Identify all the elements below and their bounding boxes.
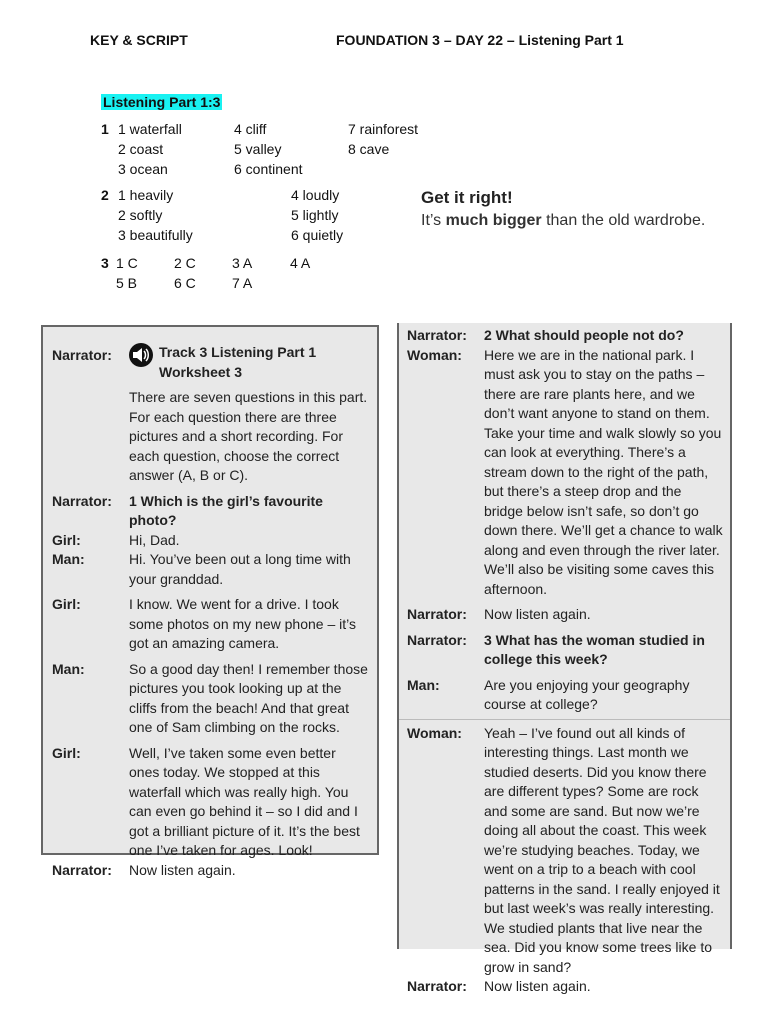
speaker-label: Woman: — [407, 724, 462, 741]
question-heading: 2 What should people not do? — [484, 327, 684, 343]
answer-item: 2 softly — [118, 207, 163, 223]
ex3-number: 3 — [101, 255, 109, 271]
answer-item: 1 C — [116, 255, 138, 271]
script-panel-right — [397, 323, 732, 994]
track-title: Track 3 Listening Part 1 — [159, 344, 317, 360]
track-subtitle: Worksheet 3 — [159, 363, 242, 380]
answer-item: 5 lightly — [291, 207, 339, 223]
answer-item: 3 ocean — [118, 161, 168, 177]
script-line — [52, 550, 369, 589]
script-line — [407, 631, 724, 670]
question-heading: 3 What has the woman studied in college this week? — [484, 631, 705, 667]
speaker-audio-icon — [129, 343, 153, 367]
header-right: FOUNDATION 3 – DAY 22 – Listening Part 1 — [336, 32, 624, 48]
dialogue-text: Here we are in the national park. I must ask you to stay on the paths – there are rare plants here, and we don’t want anyone to stand on them. Take your time and walk slowly so you can look at everything. There’s a stream down to the right of the path, but there’s a steep drop and the bridge below isn’t safe, so don’t go down there. We’ll get a chance to walk along and even through the river later. We’ll also be visiting some caves this afternoon. — [484, 346, 723, 597]
speaker-label: Girl: — [52, 531, 81, 548]
dialogue-text: Now listen again. — [129, 861, 236, 878]
script-panel-left — [41, 325, 379, 878]
speaker-label: Narrator: — [52, 861, 112, 878]
speaker-label: Man: — [52, 660, 85, 677]
answer-item: 7 rainforest — [348, 121, 419, 137]
answer-item: 1 heavily — [118, 187, 174, 203]
dialogue-text: Yeah – I’ve found out all kinds of interesting things. Last month we studied deserts. Did you know there are different types? Some are rock and some are sand. But now we’re doing all about the coast. This week we’re studying beaches. Today, we went on a trip to a beach with cool patterns in the sand. I really enjoyed it but last week’s was really interesting. We studied plants that live near the sea. Did you know some trees like to grow in sand? — [484, 724, 720, 975]
tip-title: Get it right! — [421, 188, 513, 207]
script-line — [52, 531, 369, 551]
question-heading: 1 Which is the girl’s favourite photo? — [129, 492, 323, 528]
speaker-label: Narrator: — [52, 492, 112, 509]
script-line — [407, 605, 724, 625]
answer-item: 4 loudly — [291, 187, 340, 203]
answer-item: 5 B — [116, 275, 138, 291]
section-title: Listening Part 1:3 — [103, 94, 221, 110]
speaker-label: Man: — [407, 676, 440, 693]
script-line — [52, 492, 369, 531]
speaker-label: Narrator: — [407, 606, 467, 622]
script-line — [407, 346, 724, 600]
speaker-label: Woman: — [407, 346, 462, 363]
speaker-label: Narrator: — [52, 347, 112, 363]
script-line — [407, 676, 724, 715]
answer-item: 6 continent — [234, 161, 303, 177]
speaker-label: Man: — [52, 551, 85, 567]
dialogue-text: Hi. You’ve been out a long time with your granddad. — [129, 551, 351, 587]
speaker-label: Narrator: — [407, 978, 467, 994]
ex1-number: 1 — [101, 121, 109, 137]
speaker-label: Girl: — [52, 596, 81, 612]
answer-item: 1 waterfall — [118, 121, 182, 137]
answer-item: 2 coast — [118, 141, 164, 157]
script-line — [52, 343, 369, 382]
answer-item: 2 C — [174, 255, 196, 271]
speaker-label: Narrator: — [407, 327, 467, 343]
dialogue-text: Now listen again. — [484, 978, 591, 994]
script-line — [407, 724, 724, 978]
script-line — [52, 660, 369, 738]
script-line — [52, 744, 369, 861]
script-line — [52, 861, 369, 881]
dialogue-text: Well, I’ve taken some even better ones today. We stopped at this waterfall which was really high. You can even go behind it – so I did and I got a brilliant picture of it. It’s the best one I’ve taken for ages. Look! — [129, 744, 360, 858]
speaker-label: Narrator: — [407, 631, 467, 648]
answer-item: 4 cliff — [234, 121, 267, 137]
script-line — [407, 326, 724, 346]
dialogue-text: Hi, Dad. — [129, 531, 180, 548]
instructions-text: There are seven questions in this part. For each question there are three pictures and a short recording. For each question, choose the correct answer (A, B or C). — [129, 389, 368, 483]
answer-item: 3 A — [232, 255, 253, 271]
panel-divider — [399, 715, 730, 720]
answer-item: 7 A — [232, 275, 253, 291]
answer-item: 4 A — [290, 255, 311, 271]
dialogue-text: So a good day then! I remember those pictures you took looking up at the cliffs from the beach! And that great one of Sam climbing on the rocks. — [129, 660, 368, 735]
dialogue-text: Now listen again. — [484, 606, 591, 622]
answer-item: 8 cave — [348, 141, 390, 157]
speaker-label: Girl: — [52, 744, 81, 761]
dialogue-text: Are you enjoying your geography course at college? — [484, 676, 690, 712]
script-line — [407, 977, 724, 997]
tip-sentence: It’s much bigger than the old wardrobe. — [421, 212, 706, 229]
answer-item: 3 beautifully — [118, 227, 193, 243]
track-heading — [129, 343, 369, 382]
ex2-number: 2 — [101, 187, 109, 203]
answer-item: 6 C — [174, 275, 196, 291]
header-left: KEY & SCRIPT — [90, 32, 188, 48]
dialogue-text: I know. We went for a drive. I took some photos on my new phone – it’s got an amazing camera. — [129, 596, 356, 651]
script-line — [52, 595, 369, 654]
answer-item: 6 quietly — [291, 227, 344, 243]
script-line — [52, 388, 369, 486]
answer-item: 5 valley — [234, 141, 282, 157]
